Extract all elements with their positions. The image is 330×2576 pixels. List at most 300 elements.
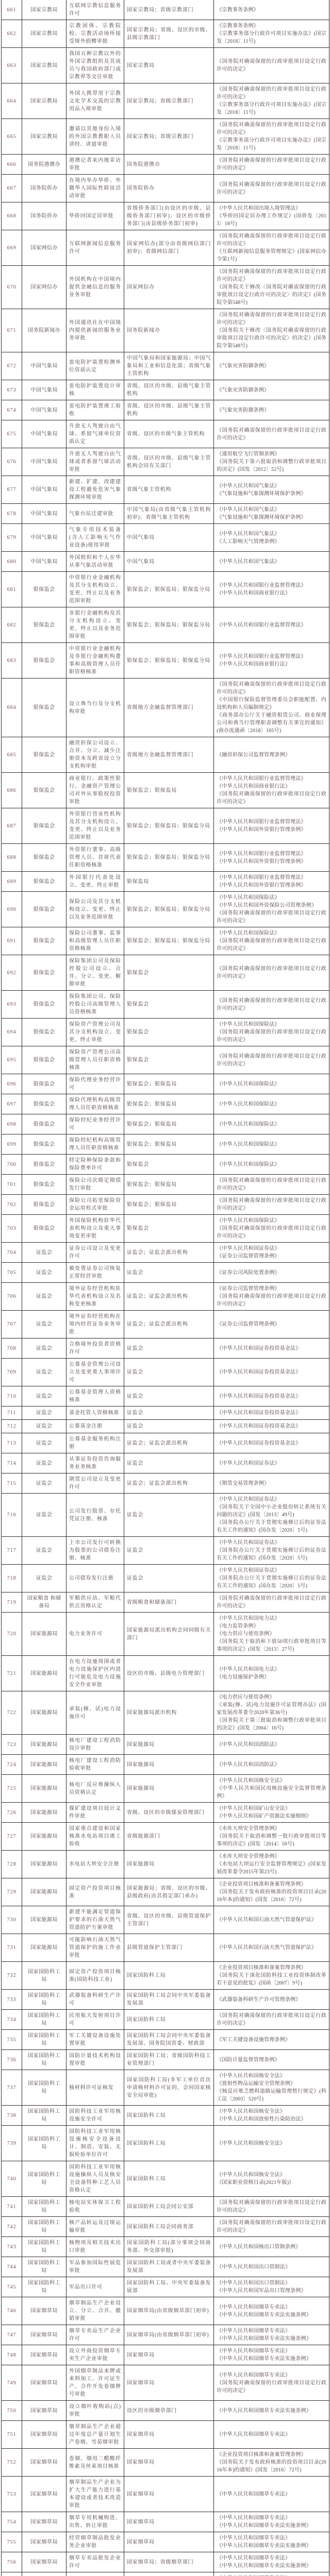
- row-number-cell: 694: [2, 1019, 22, 1046]
- legal-basis-cell: [214, 83, 329, 119]
- table-row: [2, 524, 329, 552]
- legal-basis-entry: 《中华人民共和国商业银行法》: [217, 660, 326, 668]
- legal-basis-entry: 《国务院对确需保留的行政审批项目设定行政许可的决定》: [217, 681, 326, 696]
- department-cell: 证监会: [22, 1386, 67, 1406]
- item-name-cell: 军粮供应站、军粮代供点资格认定: [66, 1592, 124, 1613]
- agency-cell: 国家宗教局；省级宗教部门: [124, 83, 213, 119]
- agency-cell: 银保监会；银保监局；银保监分局: [124, 607, 213, 643]
- legal-basis-entry: 《国务院关于深化国防科技工业投资体制改革若干意见的批复》(国函〔2007〕9号): [217, 1972, 326, 1987]
- item-name-cell: 华侨回国定居审批: [66, 202, 124, 230]
- legal-basis-entry: 《企业投资项目核准和备案管理条例》: [217, 2451, 326, 2459]
- table-row: [2, 737, 329, 773]
- legal-basis-cell: [214, 2401, 329, 2421]
- row-number-cell: 679: [2, 524, 22, 552]
- legal-basis-cell: [214, 1990, 329, 2010]
- legal-basis-cell: [214, 2217, 329, 2237]
- row-number-cell: 738: [2, 2106, 22, 2126]
- legal-basis-entry: 《国务院对确需保留的行政审批项目设定行政许可的决定》: [217, 157, 326, 172]
- item-name-cell: 核电站实体保卫工程验收: [66, 2197, 124, 2217]
- row-number-cell: 708: [2, 1338, 22, 1359]
- legal-basis-entry: 《企业投资项目核准和备案管理条例》: [217, 1964, 326, 1972]
- legal-basis-cell: [214, 2421, 329, 2449]
- agency-cell: 国家烟草局: [124, 2512, 213, 2532]
- table-row: [2, 1019, 329, 1046]
- legal-basis-entry: 《国务院对确需保留的行政审批项目设定行政许可的决定》: [217, 181, 326, 196]
- row-number-cell: 666: [2, 155, 22, 175]
- table-row: [2, 1691, 329, 1735]
- legal-basis-cell: [214, 1934, 329, 1962]
- item-name-cell: 设立典当行及分支机构审批: [66, 679, 124, 737]
- legal-basis-entry: 《中华人民共和国烟草专卖法》: [217, 2490, 326, 2498]
- agency-cell: 国家烟草局: [124, 2449, 213, 2477]
- legal-basis-entry: 《中华人民共和国矿产资源法实施细则》: [217, 1812, 326, 1820]
- item-name-cell: 境外证券经营机构在境内经营证券业务审批: [66, 1311, 124, 1338]
- legal-basis-entry: 《中华人民共和国烟草专卖法》: [217, 2303, 326, 2311]
- legal-basis-cell: [214, 2532, 329, 2552]
- table-row: [2, 1338, 329, 1359]
- item-name-cell: 雷电防护装置设计审核: [66, 380, 124, 400]
- legal-basis-entry: 《中华人民共和国核安全法》: [217, 1777, 326, 1785]
- table-row: [2, 1420, 329, 1433]
- legal-basis-entry: 《国务院对确需保留的行政审批项目设定行政许可的决定》: [217, 2219, 326, 2234]
- legal-basis-cell: [214, 1473, 329, 1494]
- item-name-cell: 证券公司设立及变更许可: [66, 1243, 124, 1263]
- item-name-cell: 保险经纪业务经营许可: [66, 1114, 124, 1134]
- legal-basis-cell: [214, 607, 329, 643]
- legal-basis-entry: 《中华人民共和国保险法》: [217, 1217, 326, 1225]
- table-row: [2, 1990, 329, 2010]
- department-cell: 中国气象局: [22, 476, 67, 504]
- legal-basis-cell: [214, 1613, 329, 1656]
- item-name-cell: [66, 2572, 124, 2576]
- agency-cell: 国家国防科工局会同公安部: [124, 2197, 213, 2217]
- legal-basis-entry: 《期货交易管理条例》: [217, 1480, 326, 1487]
- agency-cell: 省级地方金融监督管理部门: [124, 737, 213, 773]
- department-cell: 国家宗教局: [22, 20, 67, 48]
- department-cell: 国家国防科工局: [22, 2106, 67, 2126]
- legal-basis-cell: [214, 0, 329, 20]
- legal-basis-entry: 《中华人民共和国外资银行管理条例》: [217, 858, 326, 866]
- legal-basis-entry: 《中华人民共和国石油天然气管道保护法》: [217, 1916, 326, 1924]
- row-number-cell: 731: [2, 1934, 22, 1962]
- item-name-cell: 融资担保公司设立、合并、分立、减少注册资本及跨省设立分支机构审批: [66, 737, 124, 773]
- legal-basis-cell: [214, 679, 329, 737]
- legal-basis-entry: 《中华人民共和国外资银行管理条例》: [217, 826, 326, 834]
- legal-basis-entry: 《国务院对确需保留的行政审批项目设定行政许可的决定》: [217, 232, 326, 248]
- legal-basis-entry: 《互联网新闻信息服务管理规定》(国家网信办令第1号): [217, 248, 326, 263]
- agency-cell: 省级侨务部门(由设区的市级、县级侨务部门初审)；设区的市级侨务部门(由县级侨务部门初审): [124, 202, 213, 230]
- legal-basis-entry: 《中华人民共和国消防法》: [217, 1741, 326, 1749]
- department-cell: 银保监会: [22, 1074, 67, 1094]
- legal-basis-cell: [214, 266, 329, 309]
- agency-cell: 银保监会；银保监局；银保监分局: [124, 892, 213, 927]
- department-cell: 国家能源局: [22, 1823, 67, 1851]
- legal-basis-entry: 《中华人民共和国证券投资基金法》: [217, 1422, 326, 1430]
- table-row: [2, 380, 329, 400]
- row-number-cell: [2, 2572, 22, 2576]
- legal-basis-entry: 《证券公司监督管理条例》: [217, 1285, 326, 1293]
- item-name-cell: 雷电防护装置竣工验收: [66, 400, 124, 420]
- table-row: [2, 1195, 329, 1215]
- agency-cell: 银保监会；银保监局: [124, 1094, 213, 1114]
- row-number-cell: 709: [2, 1359, 22, 1386]
- row-number-cell: 749: [2, 2365, 22, 2401]
- item-name-cell: 民用航天发射项目许可: [66, 2010, 124, 2030]
- agency-cell: 中国气象局: [124, 552, 213, 572]
- item-name-cell: 我国五种宗教以外的外国宗教组织及其成员与我国政府部门或宗教界等交往审批: [66, 48, 124, 83]
- legal-basis-entry: 《中华人民共和国军品出口管理条例》: [217, 2287, 326, 2295]
- table-row: [2, 1878, 329, 1906]
- legal-basis-cell: [214, 844, 329, 872]
- row-number-cell: 750: [2, 2401, 22, 2421]
- legal-basis-cell: [214, 1386, 329, 1406]
- agency-cell: 中国气象局(由省级气象主管机构初审)；省级气象主管机构: [124, 504, 213, 524]
- row-number-cell: 726: [2, 1803, 22, 1823]
- agency-cell: 银保监会: [124, 1155, 213, 1175]
- legal-basis-entry: 《国务院关于发布政府核准的投资项目目录(2016年本)的通知》(国发〔2016〕72号): [217, 1888, 326, 1904]
- department-cell: 证监会: [22, 1283, 67, 1311]
- legal-basis-cell: [214, 352, 329, 380]
- department-cell: 国家宗教局: [22, 83, 67, 119]
- item-name-cell: 基金托管人资格核准: [66, 1406, 124, 1420]
- legal-basis-cell: [214, 48, 329, 83]
- table-row: [2, 1565, 329, 1592]
- item-name-cell: 煤矿建设项目设计文件审批: [66, 1803, 124, 1823]
- legal-basis-cell: [214, 2572, 329, 2576]
- table-row: [2, 1114, 329, 1134]
- legal-basis-cell: [214, 1755, 329, 1775]
- legal-basis-cell: [214, 1592, 329, 1613]
- item-name-cell: 外国保险机构驻华代表机构设立及重大事项变更审批: [66, 1215, 124, 1243]
- table-row: [2, 2010, 329, 2030]
- row-number-cell: 724: [2, 1755, 22, 1775]
- legal-basis-cell: [214, 1494, 329, 1537]
- department-cell: 国家国防科工局: [22, 2277, 67, 2297]
- legal-basis-entry: 《中华人民共和国商业银行法》: [217, 589, 326, 597]
- agency-cell: 省级、设区的市级、县级管道保护主管部门: [124, 1906, 213, 1934]
- item-name-cell: 军品参加国际性展览审批: [66, 2257, 124, 2277]
- item-name-cell: 核产品转运及过境运输审批: [66, 2217, 124, 2237]
- agency-cell: 国务院港澳办: [124, 155, 213, 175]
- department-cell: 银保监会: [22, 607, 67, 643]
- item-name-cell: 外国银行代表处设立、变更、终止审批: [66, 872, 124, 892]
- legal-basis-entry: 《国务院对确需保留的行政审批项目设定行政许可的决定》: [217, 2012, 326, 2027]
- department-cell: 证监会: [22, 1433, 67, 1453]
- legal-basis-entry: 《宗教事务条例》: [217, 22, 326, 30]
- legal-basis-cell: [214, 1243, 329, 1263]
- legal-basis-entry: 《国务院对确需保留的行政审批项目设定行政许可的决定》: [217, 965, 326, 980]
- legal-basis-entry: 《中华人民共和国保险法》: [217, 894, 326, 902]
- legal-basis-cell: [214, 400, 329, 420]
- table-row: [2, 2401, 329, 2421]
- table-row: [2, 1406, 329, 1420]
- department-cell: 银保监会: [22, 643, 67, 679]
- table-row: [2, 2345, 329, 2365]
- item-name-cell: 核电厂建设工程消防设计审批: [66, 1735, 124, 1755]
- agency-cell: 省级气象主管机构: [124, 476, 213, 504]
- department-cell: 国家宗教局: [22, 119, 67, 155]
- item-name-cell: 烟草制品生产企业为扩大生产能力进行基本建设或者技术改造审批: [66, 2477, 124, 2512]
- legal-basis-entry: 《中华人民共和国电力法》: [217, 1666, 326, 1673]
- row-number-cell: 680: [2, 552, 22, 572]
- legal-basis-entry: 《气象灾害防御条例》: [217, 362, 326, 370]
- item-name-cell: 保险公司及其分支机构设立、变更、终止以及业务范围审批: [66, 892, 124, 927]
- legal-basis-cell: [214, 20, 329, 48]
- item-name-cell: 保险资产管理公司及其分支机构设立、变更、终止审批: [66, 1019, 124, 1046]
- item-name-cell: 核物项及相关技术出口审批: [66, 2237, 124, 2257]
- legal-basis-cell: [214, 1134, 329, 1155]
- department-cell: 国家国防科工局: [22, 2197, 67, 2217]
- table-row: [2, 175, 329, 202]
- item-name-cell: 气象专用技术装备(含人工影响天气作业设备)使用审批: [66, 524, 124, 552]
- legal-basis-entry: 《承装(修、试)电力设施许可证管理办法》(国家发展改革委令2020年第36号): [217, 1701, 326, 1717]
- legal-basis-cell: [214, 2277, 329, 2297]
- row-number-cell: 670: [2, 266, 22, 309]
- department-cell: 国家网信办: [22, 230, 67, 266]
- item-name-cell: 境外证券经营机构驻华代表机构设立及名称变更核准: [66, 1283, 124, 1311]
- legal-basis-cell: [214, 2297, 329, 2325]
- legal-basis-entry: 《国务院对确需保留的行政审批项目设定行政许可的决定》: [217, 86, 326, 101]
- row-number-cell: 668: [2, 202, 22, 230]
- table-row: [2, 572, 329, 607]
- table-row: [2, 679, 329, 737]
- agency-cell: 银保监会；银保监局；银保监分局: [124, 927, 213, 955]
- table-row: [2, 309, 329, 352]
- agency-cell: 银保监会；银保监局: [124, 773, 213, 808]
- legal-basis-cell: [214, 1906, 329, 1934]
- legal-basis-cell: [214, 808, 329, 844]
- item-name-cell: 保险代理业务经营许可: [66, 1074, 124, 1094]
- department-cell: 证监会: [22, 1565, 67, 1592]
- row-number-cell: 756: [2, 2552, 22, 2572]
- item-name-cell: 军工关键设备设施处置审批: [66, 2030, 124, 2050]
- legal-basis-entry: 《中华人民共和国烟草专卖法实施条例》: [217, 2355, 326, 2363]
- row-number-cell: 687: [2, 808, 22, 844]
- legal-basis-entry: 《中华人民共和国消防法》: [217, 1761, 326, 1769]
- item-name-cell: 公募基金管理公司设立及变更重大事项许可: [66, 1359, 124, 1386]
- agency-cell: 证监会: [124, 1494, 213, 1537]
- table-row: [2, 266, 329, 309]
- legal-basis-cell: [214, 2477, 329, 2512]
- agency-cell: 省级、设区的市级、县级气象主管机构: [124, 380, 213, 400]
- row-number-cell: 743: [2, 2237, 22, 2257]
- legal-basis-entry: 《国务院关于第三批取消和调整行政审批项目的决定》(国发〔2004〕16号): [217, 1717, 326, 1732]
- department-cell: 国家国防科工局: [22, 2257, 67, 2277]
- item-name-cell: 武器装备科研生产许可: [66, 1990, 124, 2010]
- agency-cell: 银保监会；银保监局: [124, 1074, 213, 1094]
- agency-cell: 证监会: [124, 1263, 213, 1283]
- legal-basis-entry: 《中华人民共和国石油天然气管道保护法》: [217, 1944, 326, 1952]
- table-row: [2, 1283, 329, 1311]
- row-number-cell: 712: [2, 1420, 22, 1433]
- legal-basis-entry: 《中华人民共和国烟草专卖法》: [217, 2514, 326, 2522]
- department-cell: 国家能源局: [22, 1735, 67, 1755]
- agency-cell: 国家烟草局；省级烟草部门: [124, 2552, 213, 2572]
- row-number-cell: 688: [2, 844, 22, 872]
- item-name-cell: 合格境外投资者资格许可: [66, 1338, 124, 1359]
- row-number-cell: 707: [2, 1311, 22, 1338]
- item-name-cell: 期货公司设立及变更许可: [66, 1473, 124, 1494]
- agency-cell: 中国气象局和国家能源局；中国气象局和工业和信息化部；省级气象主管机构: [124, 352, 213, 380]
- legal-basis-cell: [214, 2050, 329, 2070]
- legal-basis-entry: 《国务院对确需保留的行政审批项目设定行政许可的决定》: [217, 311, 326, 327]
- table-row: [2, 2277, 329, 2297]
- department-cell: 国家能源局: [22, 1775, 67, 1803]
- department-cell: 国家能源局: [22, 1851, 67, 1878]
- item-name-cell: 公司债券发行注册: [66, 1565, 124, 1592]
- department-cell: 证监会: [22, 1494, 67, 1537]
- legal-basis-entry: 《证券公司监督管理条例》: [217, 1252, 326, 1260]
- table-row: [2, 1803, 329, 1823]
- legal-basis-entry: 《中华人民共和国银行业监督管理法》: [217, 850, 326, 858]
- table-row: [2, 230, 329, 266]
- legal-basis-entry: 《中华人民共和国证券法》: [217, 1496, 326, 1503]
- row-number-cell: 710: [2, 1386, 22, 1406]
- legal-basis-entry: 《国务院办公厅关于贯彻实施修订后的证券法有关工作的通知》(国办发〔2020〕5号): [217, 1547, 326, 1562]
- legal-basis-entry: 《电力供应与使用条例》: [217, 1630, 326, 1638]
- item-name-cell: 雷电防护装置检测单位资质认定: [66, 352, 124, 380]
- legal-basis-entry: 《中华人民共和国保险法》: [217, 1121, 326, 1128]
- agency-cell: 国家国防科工局、中央军委装备发展部: [124, 2277, 213, 2297]
- department-cell: 国家国防科工局: [22, 1990, 67, 2010]
- legal-basis-entry: 《中华人民共和国烟草专卖法实施条例》: [217, 2562, 326, 2570]
- item-name-cell: 外国机构在中国境内提供金融信息的服务业务审批: [66, 266, 124, 309]
- legal-basis-entry: 《中华人民共和国保险法》: [217, 1141, 326, 1148]
- row-number-cell: 677: [2, 476, 22, 504]
- agency-cell: 国家烟草局(由省级烟草部门初审): [124, 2297, 213, 2325]
- table-row: [2, 1433, 329, 1453]
- legal-basis-cell: [214, 2365, 329, 2401]
- item-name-cell: 烟草专卖品生产企业许可: [66, 2325, 124, 2345]
- agency-cell: 国家烟草局: [124, 2421, 213, 2449]
- table-row: [2, 2325, 329, 2345]
- row-number-cell: 667: [2, 175, 22, 202]
- table-row: [2, 119, 329, 155]
- legal-basis-entry: 《中华人民共和国烟草专卖法》: [217, 2554, 326, 2562]
- legal-basis-entry: 《电力供应与使用条例》: [217, 1693, 326, 1701]
- legal-basis-cell: [214, 1155, 329, 1175]
- department-cell: 国家网信办: [22, 266, 67, 309]
- department-cell: 国家国防科工局: [22, 2030, 67, 2050]
- item-name-cell: 中资银行业金融机构及非银行金融机构董事和高级管理人员任职资格核准: [66, 643, 124, 679]
- legal-basis-entry: 《中华人民共和国出境入境管理法》: [217, 205, 326, 212]
- agency-cell: 省级、设区的市级气象主管机构: [124, 420, 213, 448]
- item-name-cell: 固定资产投资项目核准(国防科技工业): [66, 1962, 124, 1990]
- agency-cell: 国家能源局: [124, 1775, 213, 1803]
- agency-cell: 证监会；证监会派出机构: [124, 1243, 213, 1263]
- legal-basis-entry: 《中华人民共和国烟草专卖法》: [217, 2327, 326, 2335]
- department-cell: 证监会: [22, 1311, 67, 1338]
- row-number-cell: 718: [2, 1565, 22, 1592]
- legal-basis-entry: 《宗教事务条例》: [217, 6, 326, 14]
- agency-cell: 国务院侨办: [124, 175, 213, 202]
- row-number-cell: 739: [2, 2126, 22, 2161]
- table-row: [2, 1962, 329, 1990]
- legal-basis-entry: 《中华人民共和国保险法》: [217, 1100, 326, 1108]
- legal-basis-cell: [214, 2197, 329, 2217]
- table-row: [2, 927, 329, 955]
- table-row: [2, 0, 329, 20]
- agency-cell: 省级能源部门: [124, 1823, 213, 1851]
- row-number-cell: 665: [2, 119, 22, 155]
- legal-basis-entry: 《中华人民共和国证券投资基金法》: [217, 1439, 326, 1447]
- row-number-cell: 740: [2, 2161, 22, 2197]
- legal-basis-entry: 《中华人民共和国证券投资基金法》: [217, 1409, 326, 1417]
- department-cell: 银保监会: [22, 773, 67, 808]
- legal-basis-entry: 《国务院对确需保留的行政审批项目设定行政许可的决定》: [217, 1595, 326, 1610]
- table-row: [2, 1359, 329, 1386]
- table-row: [2, 1263, 329, 1283]
- table-row: [2, 1755, 329, 1775]
- legal-basis-entry: 《中华人民共和国证券法》: [217, 1567, 326, 1574]
- item-name-cell: 设立烟叶收购站(点)审批: [66, 2401, 124, 2421]
- item-name-cell: 气象台站迁建审批: [66, 504, 124, 524]
- row-number-cell: 685: [2, 737, 22, 773]
- row-number-cell: 700: [2, 1155, 22, 1175]
- item-name-cell: 从事证券投资咨询服务业务核准: [66, 1453, 124, 1473]
- item-name-cell: 港澳记者来内地采访审批: [66, 155, 124, 175]
- item-name-cell: 烟草制品生产企业设立、分立、合并、撤销审批: [66, 2297, 124, 2325]
- department-cell: 银保监会: [22, 872, 67, 892]
- department-cell: 国家烟草局: [22, 2512, 67, 2532]
- legal-basis-cell: [214, 1962, 329, 1990]
- item-name-cell: 外资银行董事、高级管理人员、首席代表任职资格核准: [66, 844, 124, 872]
- legal-basis-cell: [214, 1311, 329, 1338]
- row-number-cell: 682: [2, 607, 22, 643]
- agency-cell: 银保监会；银保监局；银保监分局: [124, 572, 213, 607]
- legal-basis-entry: 《中华人民共和国烟草专卖法实施条例》: [217, 2407, 326, 2415]
- legal-basis-entry: 《国务院对确需保留的行政审批项目设定行政许可的决定》: [217, 909, 326, 925]
- legal-basis-entry: 《国务院对确需保留的行政审批项目设定行政许可的决定》: [217, 1028, 326, 1044]
- department-cell: 银保监会: [22, 572, 67, 607]
- legal-basis-entry: 《中华人民共和国烟草专卖法实施条例》: [217, 2335, 326, 2343]
- legal-basis-cell: [214, 1823, 329, 1851]
- legal-basis-entry: 《气象灾害防御条例》: [217, 386, 326, 394]
- agency-cell: 银保监会；银保监局: [124, 1175, 213, 1195]
- department-cell: 国家能源局: [22, 1691, 67, 1735]
- agency-cell: 国家国防科工局: [124, 2161, 213, 2197]
- legal-basis-cell: [214, 1565, 329, 1592]
- table-row: [2, 991, 329, 1019]
- item-name-cell: 外国烟草制品来牌或来料加工、许可证生产、合作开发卷烟牌号审批: [66, 2365, 124, 2401]
- row-number-cell: 696: [2, 1074, 22, 1094]
- department-cell: 证监会: [22, 1453, 67, 1473]
- table-row: [2, 1656, 329, 1691]
- legal-basis-entry: 《国务院关于第六批取消和调整行政审批项目的决定》(国发〔2012〕52号): [217, 458, 326, 473]
- item-name-cell: 在电力设施周围或者电力设施保护区内进行可能危及电力设施安全作业审批: [66, 1656, 124, 1691]
- item-name-cell: 国防科技工业军用核设施安全许可: [66, 2106, 124, 2126]
- item-name-cell: 升放无人驾驶自由气球、系留气球单位资质认定: [66, 420, 124, 448]
- table-row: [2, 2161, 329, 2197]
- legal-basis-entry: 《国务院对确需保留的行政审批项目设定行政许可的决定》: [217, 790, 326, 806]
- agency-cell: 国家网信办(部分由省级网信部门初审)；省级网信部门: [124, 230, 213, 266]
- item-name-cell: 保险代理机构高级管理人员任职资格核准: [66, 1094, 124, 1114]
- table-row: [2, 1134, 329, 1155]
- legal-basis-entry: 《国务院关于发布政府核准的投资项目目录(2016年本)的通知》(国发〔2016〕72号): [217, 2459, 326, 2474]
- agency-cell: 设区的市级烟草部门: [124, 2401, 213, 2421]
- legal-basis-entry: 《水库大坝安全管理条例》: [217, 1853, 326, 1860]
- agency-cell: 银保监会；银保监局；银保监分局: [124, 844, 213, 872]
- agency-cell: 国家宗教局；省级宗教部门: [124, 0, 213, 20]
- agency-cell: 证监会: [124, 1359, 213, 1386]
- legal-basis-entry: 《中华人民共和国证券投资基金法》: [217, 1345, 326, 1352]
- legal-basis-entry: 《国务院对确需保留的行政审批项目设定行政许可的决定》: [217, 1293, 326, 1308]
- department-cell: 银保监会: [22, 679, 67, 737]
- agency-cell: 国家国防科工局: [124, 2010, 213, 2030]
- row-number-cell: 752: [2, 2449, 22, 2477]
- row-number-cell: 698: [2, 1114, 22, 1134]
- table-row: [2, 2126, 329, 2161]
